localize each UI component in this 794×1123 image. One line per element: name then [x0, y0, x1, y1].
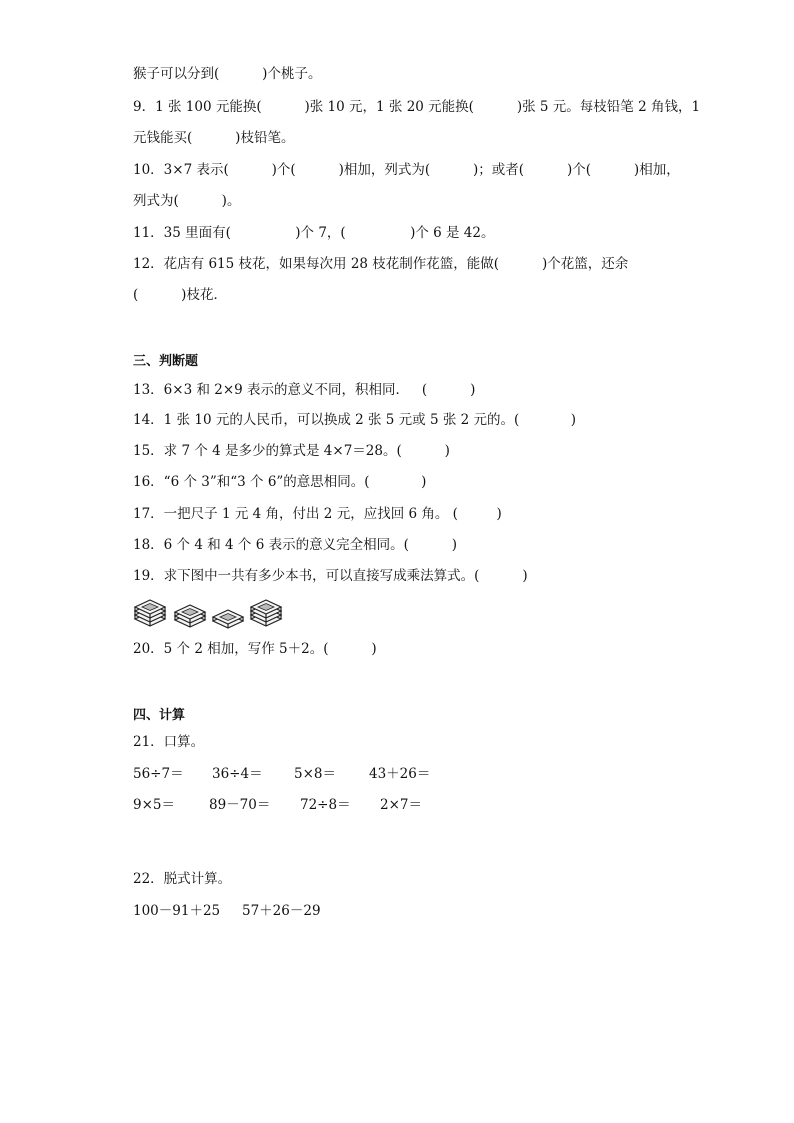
question-12-line-1: 12．花店有 615 枝花，如果每次用 28 枝花制作花篮，能做( )个花篮，还余	[133, 256, 629, 272]
oral-calc-item: 2×7＝	[380, 797, 422, 813]
question-22: 22．脱式计算。	[133, 871, 232, 887]
book-stack-icon	[249, 597, 283, 629]
stepwise-calc-item: 57＋26－29	[242, 903, 321, 919]
question-21: 21．口算。	[133, 734, 205, 750]
question-9-line-2: 元钱能买( )枝铅笔。	[133, 130, 295, 146]
oral-calc-item: 72÷8＝	[300, 797, 351, 813]
book-stacks-figure	[133, 597, 293, 629]
oral-calc-item: 5×8＝	[294, 766, 336, 782]
section-heading-judgment: 三、判断题	[133, 354, 199, 369]
question-16: 16．“6 个 3”和“3 个 6”的意思相同。( )	[133, 474, 427, 490]
question-17: 17．一把尺子 1 元 4 角，付出 2 元，应找回 6 角。 ( )	[133, 506, 502, 522]
question-9-line-1: 9．1 张 100 元能换( )张 10 元，1 张 20 元能换( )张 5 元。每枝铅笔 2 角钱，1	[133, 99, 701, 115]
question-18: 18．6 个 4 和 4 个 6 表示的意义完全相同。( )	[133, 537, 458, 553]
question-15: 15．求 7 个 4 是多少的算式是 4×7＝28。( )	[133, 443, 450, 459]
oral-calc-item: 56÷7＝	[133, 766, 184, 782]
question-13: 13．6×3 和 2×9 表示的意义不同，积相同． ( )	[133, 382, 476, 398]
section-heading-calculation: 四、计算	[133, 708, 186, 723]
book-stack-icon	[133, 597, 167, 629]
oral-calc-item: 89－70＝	[209, 797, 271, 813]
question-19: 19．求下图中一共有多少本书，可以直接写成乘法算式。( )	[133, 568, 528, 584]
oral-calc-item: 36÷4＝	[212, 766, 263, 782]
question-10-line-1: 10．3×7 表示( )个( )相加，列式为( )；或者( )个( )相加，	[133, 162, 680, 178]
question-11: 11．35 里面有( )个 7，( )个 6 是 42。	[133, 225, 495, 241]
question-8-continuation: 猴子可以分到( )个桃子。	[133, 66, 322, 82]
question-12-line-2: ( )枝花．	[133, 287, 227, 303]
stepwise-calc-item: 100－91＋25	[133, 903, 221, 919]
question-14: 14．1 张 10 元的人民币，可以换成 2 张 5 元或 5 张 2 元的。( )	[133, 412, 577, 428]
oral-calc-item: 43＋26＝	[369, 766, 431, 782]
book-stack-icon	[211, 597, 245, 629]
book-stack-icon	[173, 597, 207, 629]
question-10-line-2: 列式为( )。	[133, 193, 241, 209]
question-20: 20．5 个 2 相加，写作 5＋2。( )	[133, 641, 377, 657]
oral-calc-item: 9×5＝	[133, 797, 175, 813]
